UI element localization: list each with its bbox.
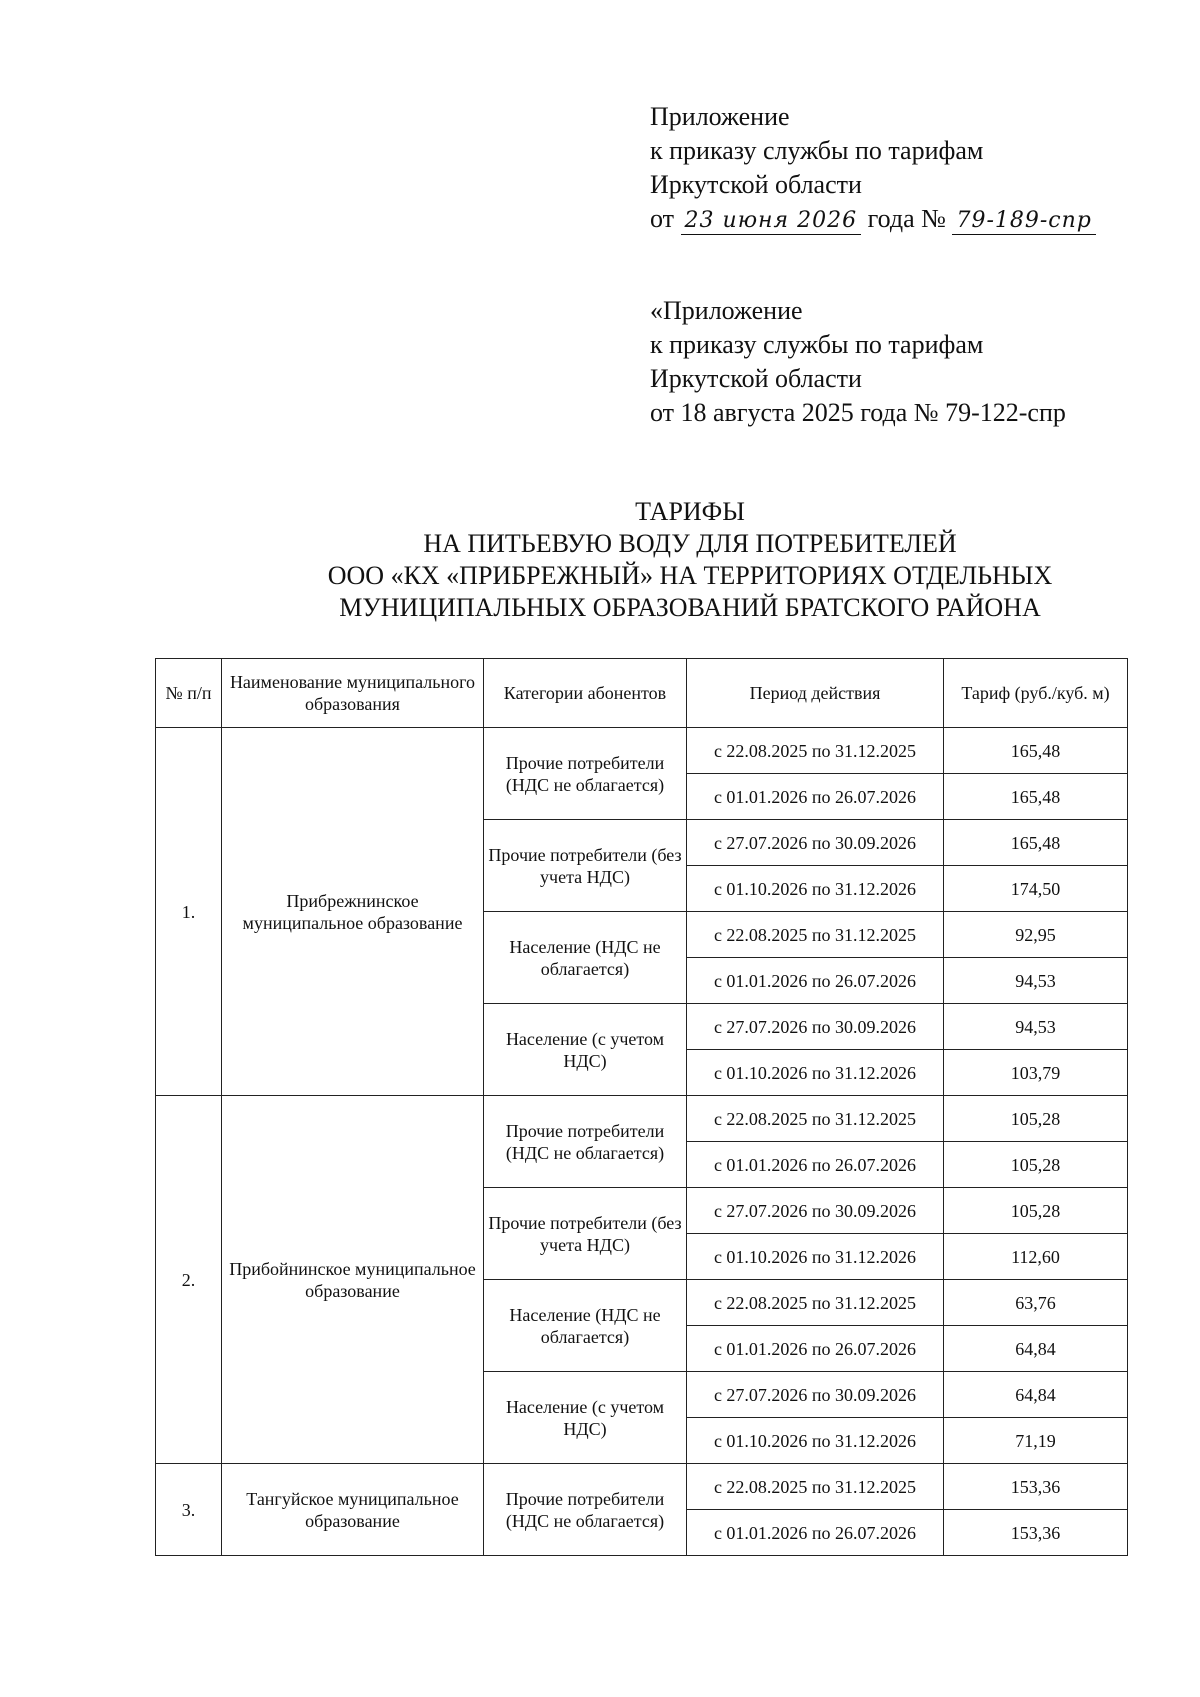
period-cell: с 01.10.2026 по 31.12.2026 xyxy=(687,1050,944,1096)
period-cell: с 22.08.2025 по 31.12.2025 xyxy=(687,1464,944,1510)
appendix-header-previous xyxy=(650,294,1170,430)
appendix-line: Иркутской области xyxy=(650,364,862,393)
tariff-cell: 165,48 xyxy=(944,774,1128,820)
appendix-line: к приказу службы по тарифам xyxy=(650,330,984,359)
handwritten-order-number: 79-189-спр xyxy=(952,208,1095,235)
tariff-cell: 105,28 xyxy=(944,1096,1128,1142)
tariff-cell: 153,36 xyxy=(944,1464,1128,1510)
appendix-line: Иркутской области xyxy=(650,170,862,199)
period-cell: с 01.01.2026 по 26.07.2026 xyxy=(687,958,944,1004)
tariff-cell: 92,95 xyxy=(944,912,1128,958)
header-name: Наименование муниципального образования xyxy=(222,659,484,728)
tariff-cell: 71,19 xyxy=(944,1418,1128,1464)
subscriber-category: Население (с учетом НДС) xyxy=(484,1004,687,1096)
tariff-cell: 94,53 xyxy=(944,958,1128,1004)
date-prefix: от xyxy=(650,204,675,233)
period-cell: с 27.07.2026 по 30.09.2026 xyxy=(687,1372,944,1418)
appendix-line: к приказу службы по тарифам xyxy=(650,136,984,165)
title-line: НА ПИТЬЕВУЮ ВОДУ ДЛЯ ПОТРЕБИТЕЛЕЙ xyxy=(423,529,957,558)
period-cell: с 22.08.2025 по 31.12.2025 xyxy=(687,1280,944,1326)
handwritten-date: 23 июня 2026 xyxy=(681,208,862,235)
period-cell: с 27.07.2026 по 30.09.2026 xyxy=(687,1188,944,1234)
appendix-header-current xyxy=(650,100,1170,236)
period-cell: с 01.10.2026 по 31.12.2026 xyxy=(687,866,944,912)
tariff-cell: 174,50 xyxy=(944,866,1128,912)
tariff-cell: 63,76 xyxy=(944,1280,1128,1326)
tariff-cell: 103,79 xyxy=(944,1050,1128,1096)
row-num: 3. xyxy=(156,1464,222,1556)
tariff-cell: 165,48 xyxy=(944,728,1128,774)
table-row xyxy=(156,1096,1128,1142)
tariff-cell: 64,84 xyxy=(944,1372,1128,1418)
appendix-line: «Приложение xyxy=(650,296,803,325)
date-suffix: года № xyxy=(867,204,946,233)
row-num: 2. xyxy=(156,1096,222,1464)
period-cell: с 22.08.2025 по 31.12.2025 xyxy=(687,728,944,774)
subscriber-category: Прочие потребители (НДС не облагается) xyxy=(484,1464,687,1556)
header-tariff: Тариф (руб./куб. м) xyxy=(944,659,1128,728)
period-cell: с 01.10.2026 по 31.12.2026 xyxy=(687,1418,944,1464)
period-cell: с 27.07.2026 по 30.09.2026 xyxy=(687,820,944,866)
tariff-cell: 112,60 xyxy=(944,1234,1128,1280)
subscriber-category: Прочие потребители (НДС не облагается) xyxy=(484,728,687,820)
subscriber-category: Население (с учетом НДС) xyxy=(484,1372,687,1464)
period-cell: с 01.01.2026 по 26.07.2026 xyxy=(687,1142,944,1188)
subscriber-category: Прочие потребители (без учета НДС) xyxy=(484,820,687,912)
period-cell: с 01.01.2026 по 26.07.2026 xyxy=(687,1326,944,1372)
tariff-cell: 64,84 xyxy=(944,1326,1128,1372)
tariff-cell: 94,53 xyxy=(944,1004,1128,1050)
appendix-line: от 18 августа 2025 года № 79-122-спр xyxy=(650,398,1066,427)
appendix-date-line xyxy=(650,202,1170,236)
municipality-name: Прибойнинское муниципальное образование xyxy=(222,1096,484,1464)
table-row xyxy=(156,728,1128,774)
table-row xyxy=(156,1464,1128,1510)
tariff-cell: 105,28 xyxy=(944,1142,1128,1188)
municipality-name: Тангуйское муниципальное образование xyxy=(222,1464,484,1556)
period-cell: с 22.08.2025 по 31.12.2025 xyxy=(687,1096,944,1142)
header-period: Период действия xyxy=(687,659,944,728)
title-line: ТАРИФЫ xyxy=(635,497,745,526)
header-category: Категории абонентов xyxy=(484,659,687,728)
tariff-cell: 153,36 xyxy=(944,1510,1128,1556)
subscriber-category: Население (НДС не облагается) xyxy=(484,912,687,1004)
appendix-line: Приложение xyxy=(650,102,790,131)
table-header-row xyxy=(156,659,1128,728)
title-line: МУНИЦИПАЛЬНЫХ ОБРАЗОВАНИЙ БРАТСКОГО РАЙОНА xyxy=(339,593,1041,622)
period-cell: с 01.01.2026 по 26.07.2026 xyxy=(687,774,944,820)
municipality-name: Прибрежнинское муниципальное образование xyxy=(222,728,484,1096)
tariff-cell: 105,28 xyxy=(944,1188,1128,1234)
subscriber-category: Население (НДС не облагается) xyxy=(484,1280,687,1372)
document-title xyxy=(150,496,1200,624)
row-num: 1. xyxy=(156,728,222,1096)
tariff-cell: 165,48 xyxy=(944,820,1128,866)
period-cell: с 22.08.2025 по 31.12.2025 xyxy=(687,912,944,958)
period-cell: с 01.01.2026 по 26.07.2026 xyxy=(687,1510,944,1556)
tariff-table xyxy=(155,658,1128,1556)
title-line: ООО «КХ «ПРИБРЕЖНЫЙ» НА ТЕРРИТОРИЯХ ОТДЕЛЬНЫХ xyxy=(327,561,1053,590)
period-cell: с 01.10.2026 по 31.12.2026 xyxy=(687,1234,944,1280)
header-num: № п/п xyxy=(156,659,222,728)
period-cell: с 27.07.2026 по 30.09.2026 xyxy=(687,1004,944,1050)
subscriber-category: Прочие потребители (без учета НДС) xyxy=(484,1188,687,1280)
subscriber-category: Прочие потребители (НДС не облагается) xyxy=(484,1096,687,1188)
